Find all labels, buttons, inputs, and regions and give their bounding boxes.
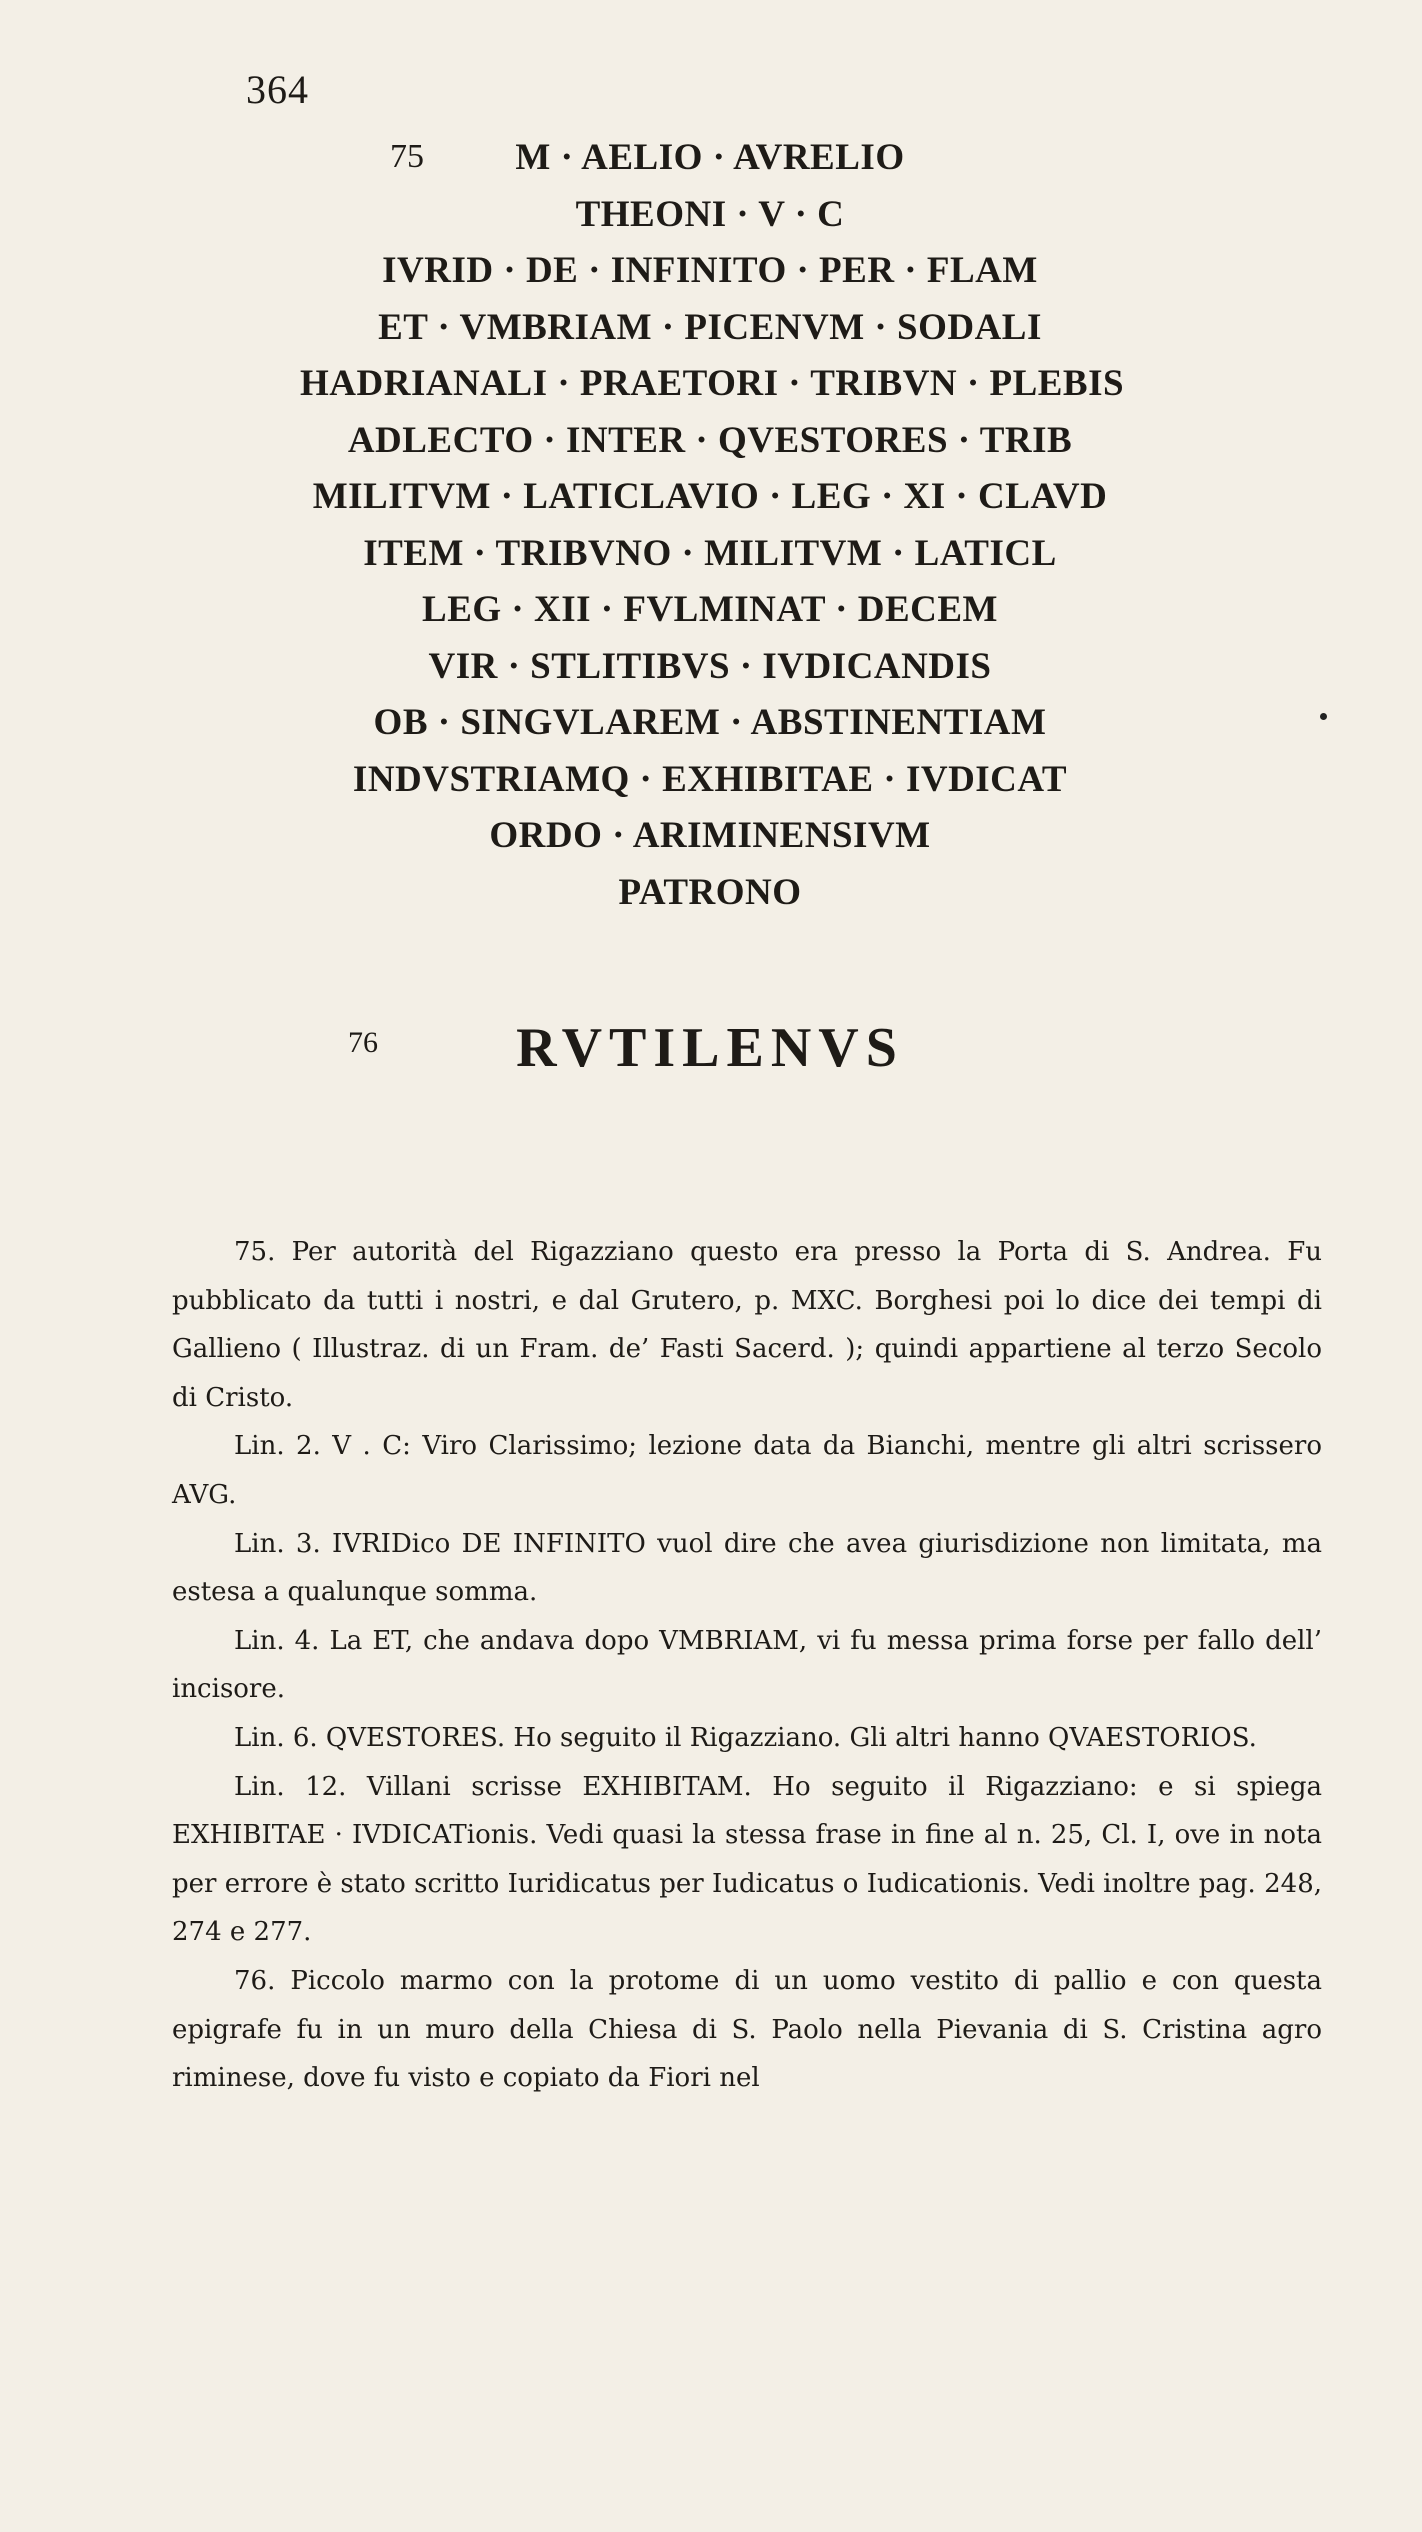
inscription-line: ITEM · TRIBVNO · MILITVM · LATICL [363, 532, 1057, 574]
inscription-line: PATRONO [618, 871, 802, 913]
inscription-75-number: 75 [390, 138, 424, 175]
commentary [172, 1228, 1322, 2103]
inscription-line: M · AELIO · AVRELIO [515, 137, 905, 178]
inscription-line: ORDO · ARIMINENSIVM [489, 815, 931, 856]
commentary-paragraph: Lin. 6. QVESTORES. Ho seguito il Rigazziano. Gli altri hanno QVAESTORIOS. [234, 1722, 1257, 1753]
commentary-paragraph: 76. Piccolo marmo con la protome di un uomo vestito di pallio e con questa epigrafe fu in un muro della Chiesa di S. Paolo nella Pievania di S. Cristina agro riminese, dove fu visto e copiato da Fiori nel [172, 1965, 1322, 2094]
inscription-line: ET · VMBRIAM · PICENVM · SODALI [378, 306, 1042, 348]
commentary-paragraph: Lin. 4. La ET, che andava dopo VMBRIAM, vi fu messa prima forse per fallo dell’ incisore. [172, 1625, 1322, 1705]
inscription-line: ADLECTO · INTER · QVESTORES · TRIB [347, 419, 1073, 461]
inscription-line: THEONI · V · C [575, 193, 845, 235]
inscription-line: MILITVM · LATICLAVIO · LEG · XI · CLAVD [312, 476, 1108, 517]
stray-mark [1320, 713, 1327, 720]
inscription-line: OB · SINGVLAREM · ABSTINENTIAM [373, 702, 1047, 743]
commentary-paragraph: Lin. 12. Villani scrisse EXHIBITAM. Ho seguito il Rigazziano: e si spiega EXHIBITAE · IVDICATionis. Vedi quasi la stessa frase in fine al n. 25, Cl. I, ove in nota per errore è stato scritto Iuridicatus per Iudicatus o Iudicationis. Vedi inoltre pag. 248, 274 e 277. [172, 1771, 1322, 1948]
inscription-line: LEG · XII · FVLMINAT · DECEM [422, 589, 998, 630]
inscription-line: IVRID · DE · INFINITO · PER · FLAM [382, 250, 1038, 291]
inscription-75 [300, 130, 1125, 921]
inscription-line: HADRIANALI · PRAETORI · TRIBVN · PLEBIS [300, 363, 1125, 404]
commentary-paragraph: Lin. 3. IVRIDico DE INFINITO vuol dire che avea giurisdizione non limitata, ma estesa a qualunque somma. [172, 1528, 1322, 1608]
inscription-line: INDVSTRIAMQ · EXHIBITAE · IVDICAT [352, 758, 1068, 800]
inscription-line: VIR · STLITIBVS · IVDICANDIS [428, 645, 992, 687]
inscription-76-number: 76 [348, 1026, 378, 1059]
page-number: 364 [246, 67, 309, 112]
inscription-76-title: RVTILENVS [516, 1017, 904, 1079]
commentary-paragraph: 75. Per autorità del Rigazziano questo era presso la Porta di S. Andrea. Fu pubblicato da tutti i nostri, e dal Grutero, p. MXC. Borghesi poi lo dice dei tempi di Gallieno ( Illustraz. di un Fram. de’ Fasti Sacerd. ); quindi appartiene al terzo Secolo di Cristo. [172, 1237, 1322, 1413]
commentary-paragraph: Lin. 2. V . C: Viro Clarissimo; lezione data da Bianchi, mentre gli altri scrissero AVG. [172, 1431, 1322, 1510]
